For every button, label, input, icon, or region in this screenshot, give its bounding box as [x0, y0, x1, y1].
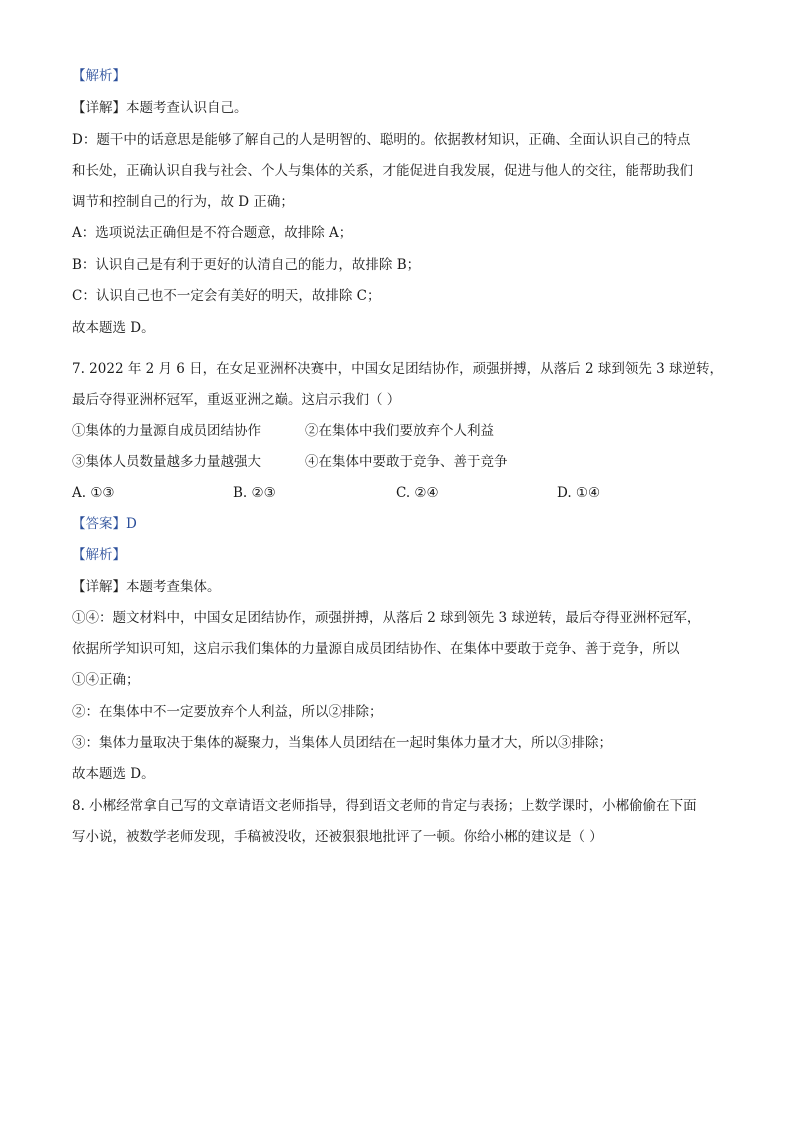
q7-option-a: A. ①③	[72, 485, 115, 501]
q7-explanation-line-2: 依据所学知识可知，这启示我们集体的力量源自成员团结协作、在集体中要敢于竞争、善于竞争，所以	[72, 641, 680, 657]
q7-statement-1: ①集体的力量源自成员团结协作	[72, 423, 261, 439]
q7-option-c: C. ②④	[396, 485, 439, 501]
q7-answer: 【答案】D	[72, 516, 137, 532]
q7-statement-2: ②在集体中我们要放弃个人利益	[305, 423, 494, 439]
q7-detail-line: 【详解】本题考查集体。	[72, 579, 221, 595]
s6-d-line-3: 调节和控制自己的行为，故 D 正确；	[72, 194, 294, 210]
q7-stem-line-2: 最后夺得亚洲杯冠军，重返亚洲之巅。这启示我们（ ）	[72, 392, 401, 408]
q8-stem-line-1: 8. 小郴经常拿自己写的文章请语文老师指导，得到语文老师的肯定与表扬；上数学课时，小郴偷偷在下面	[72, 798, 697, 814]
q8-stem-line-2: 写小说，被数学老师发现，手稿被没收，还被狠狠地批评了一顿。你给小郴的建议是（ ）	[72, 829, 603, 845]
s6-d-line-1: D：题干中的话意思是能够了解自己的人是明智的、聪明的。依据教材知识，正确、全面认识自己的特点	[72, 132, 691, 148]
s6-d-line-2: 和长处，正确认识自我与社会、个人与集体的关系，才能促进自我发展，促进与他人的交往，能帮助我们	[72, 163, 693, 179]
s6-analysis-label: 【解析】	[72, 68, 126, 84]
s6-a-line: A：选项说法正确但是不符合题意，故排除 A；	[72, 225, 353, 241]
q7-conclusion: 故本题选 D。	[72, 766, 155, 782]
s6-b-line: B：认识自己是有利于更好的认清自己的能力，故排除 B；	[72, 257, 421, 273]
s6-conclusion: 故本题选 D。	[72, 320, 155, 336]
q7-explanation-line-5: ③：集体力量取决于集体的凝聚力，当集体人员团结在一起时集体力量才大，所以③排除；	[72, 735, 612, 751]
q7-option-d: D. ①④	[557, 485, 601, 501]
q7-explanation-line-1: ①④：题文材料中，中国女足团结协作，顽强拼搏，从落后 2 球到领先 3 球逆转，最后夺得亚洲杯冠军，	[72, 610, 701, 626]
q7-statement-3: ③集体人员数量越多力量越强大	[72, 454, 261, 470]
q7-analysis-label: 【解析】	[72, 547, 126, 563]
s6-c-line: C：认识自己也不一定会有美好的明天，故排除 C；	[72, 288, 381, 304]
q7-option-b: B. ②③	[233, 485, 276, 501]
q7-statement-4: ④在集体中要敢于竞争、善于竞争	[305, 454, 508, 470]
q7-stem-line-1: 7. 2022 年 2 月 6 日，在女足亚洲杯决赛中，中国女足团结协作，顽强拼搏，从落后 2 球到领先 3 球逆转，	[72, 361, 724, 377]
q7-explanation-line-4: ②：在集体中不一定要放弃个人利益，所以②排除；	[72, 704, 383, 720]
q7-explanation-line-3: ①④正确；	[72, 672, 140, 688]
s6-detail-line: 【详解】本题考查认识自己。	[72, 100, 248, 116]
